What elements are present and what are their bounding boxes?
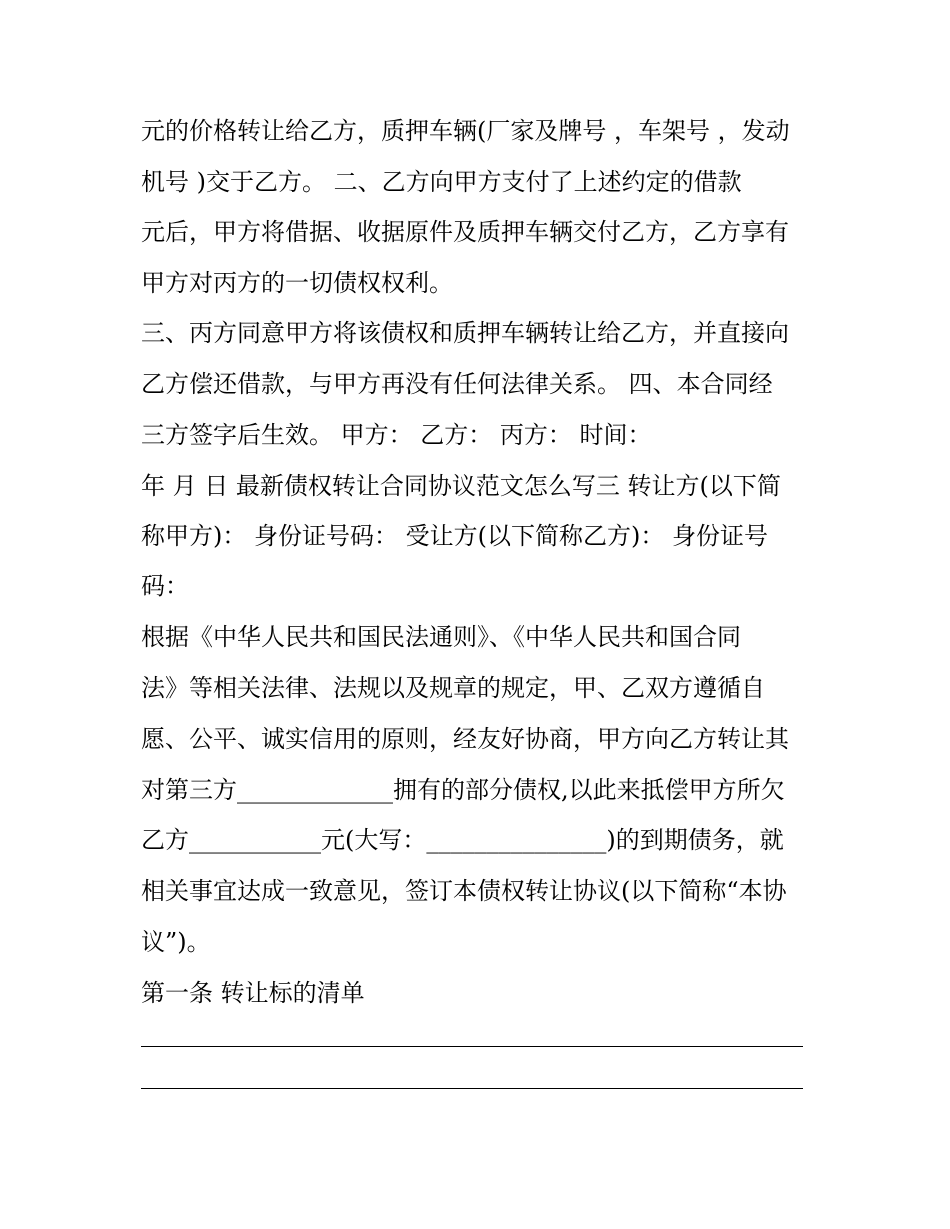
paragraph-line-1: 元的价格转让给乙方，质押车辆(厂家及牌号 ，车架号 ，发动 <box>141 117 790 145</box>
paragraph-line-12: 法》等相关法律、法规以及规章的规定，甲、乙双方遵循自 <box>141 674 765 702</box>
paragraph-line-15: 乙方___________元(大写：_______________)的到期债务，就 <box>141 826 784 854</box>
paragraph-line-16: 相关事宜达成一致意见，签订本债权转让协议(以下简称“本协 <box>141 877 787 905</box>
paragraph-line-4: 甲方对丙方的一切债权权利。 <box>141 269 453 297</box>
paragraph-line-7: 三方签字后生效。 甲方： 乙方： 丙方： 时间： <box>141 421 652 449</box>
paragraph-line-14: 对第三方_____________拥有的部分债权,以此来抵偿甲方所欠 <box>141 776 785 804</box>
paragraph-line-8: 年 月 日 最新债权转让合同协议范文怎么写三 转让方(以下简 <box>141 472 781 500</box>
paragraph-line-6: 乙方偿还借款，与甲方再没有任何法律关系。 四、本合同经 <box>141 370 773 398</box>
paragraph-line-10: 码： <box>141 572 189 600</box>
section-heading-article-1: 第一条 转让标的清单 <box>141 979 365 1007</box>
paragraph-line-9: 称甲方)： 身份证号码： 受让方(以下简称乙方)： 身份证号 <box>141 522 768 550</box>
blank-fill-line-1 <box>141 1046 803 1047</box>
paragraph-line-3: 元后，甲方将借据、收据原件及质押车辆交付乙方，乙方享有 <box>141 218 789 246</box>
paragraph-line-17: 议”)。 <box>141 928 211 956</box>
paragraph-line-11: 根据《中华人民共和国民法通则》、《中华人民共和国合同 <box>141 623 741 651</box>
blank-fill-line-2 <box>141 1088 803 1089</box>
paragraph-line-5: 三、丙方同意甲方将该债权和质押车辆转让给乙方，并直接向 <box>141 319 789 347</box>
paragraph-line-13: 愿、公平、诚实信用的原则，经友好协商，甲方向乙方转让其 <box>141 725 789 753</box>
paragraph-line-2: 机号 )交于乙方。 二、乙方向甲方支付了上述约定的借款 <box>141 168 742 196</box>
